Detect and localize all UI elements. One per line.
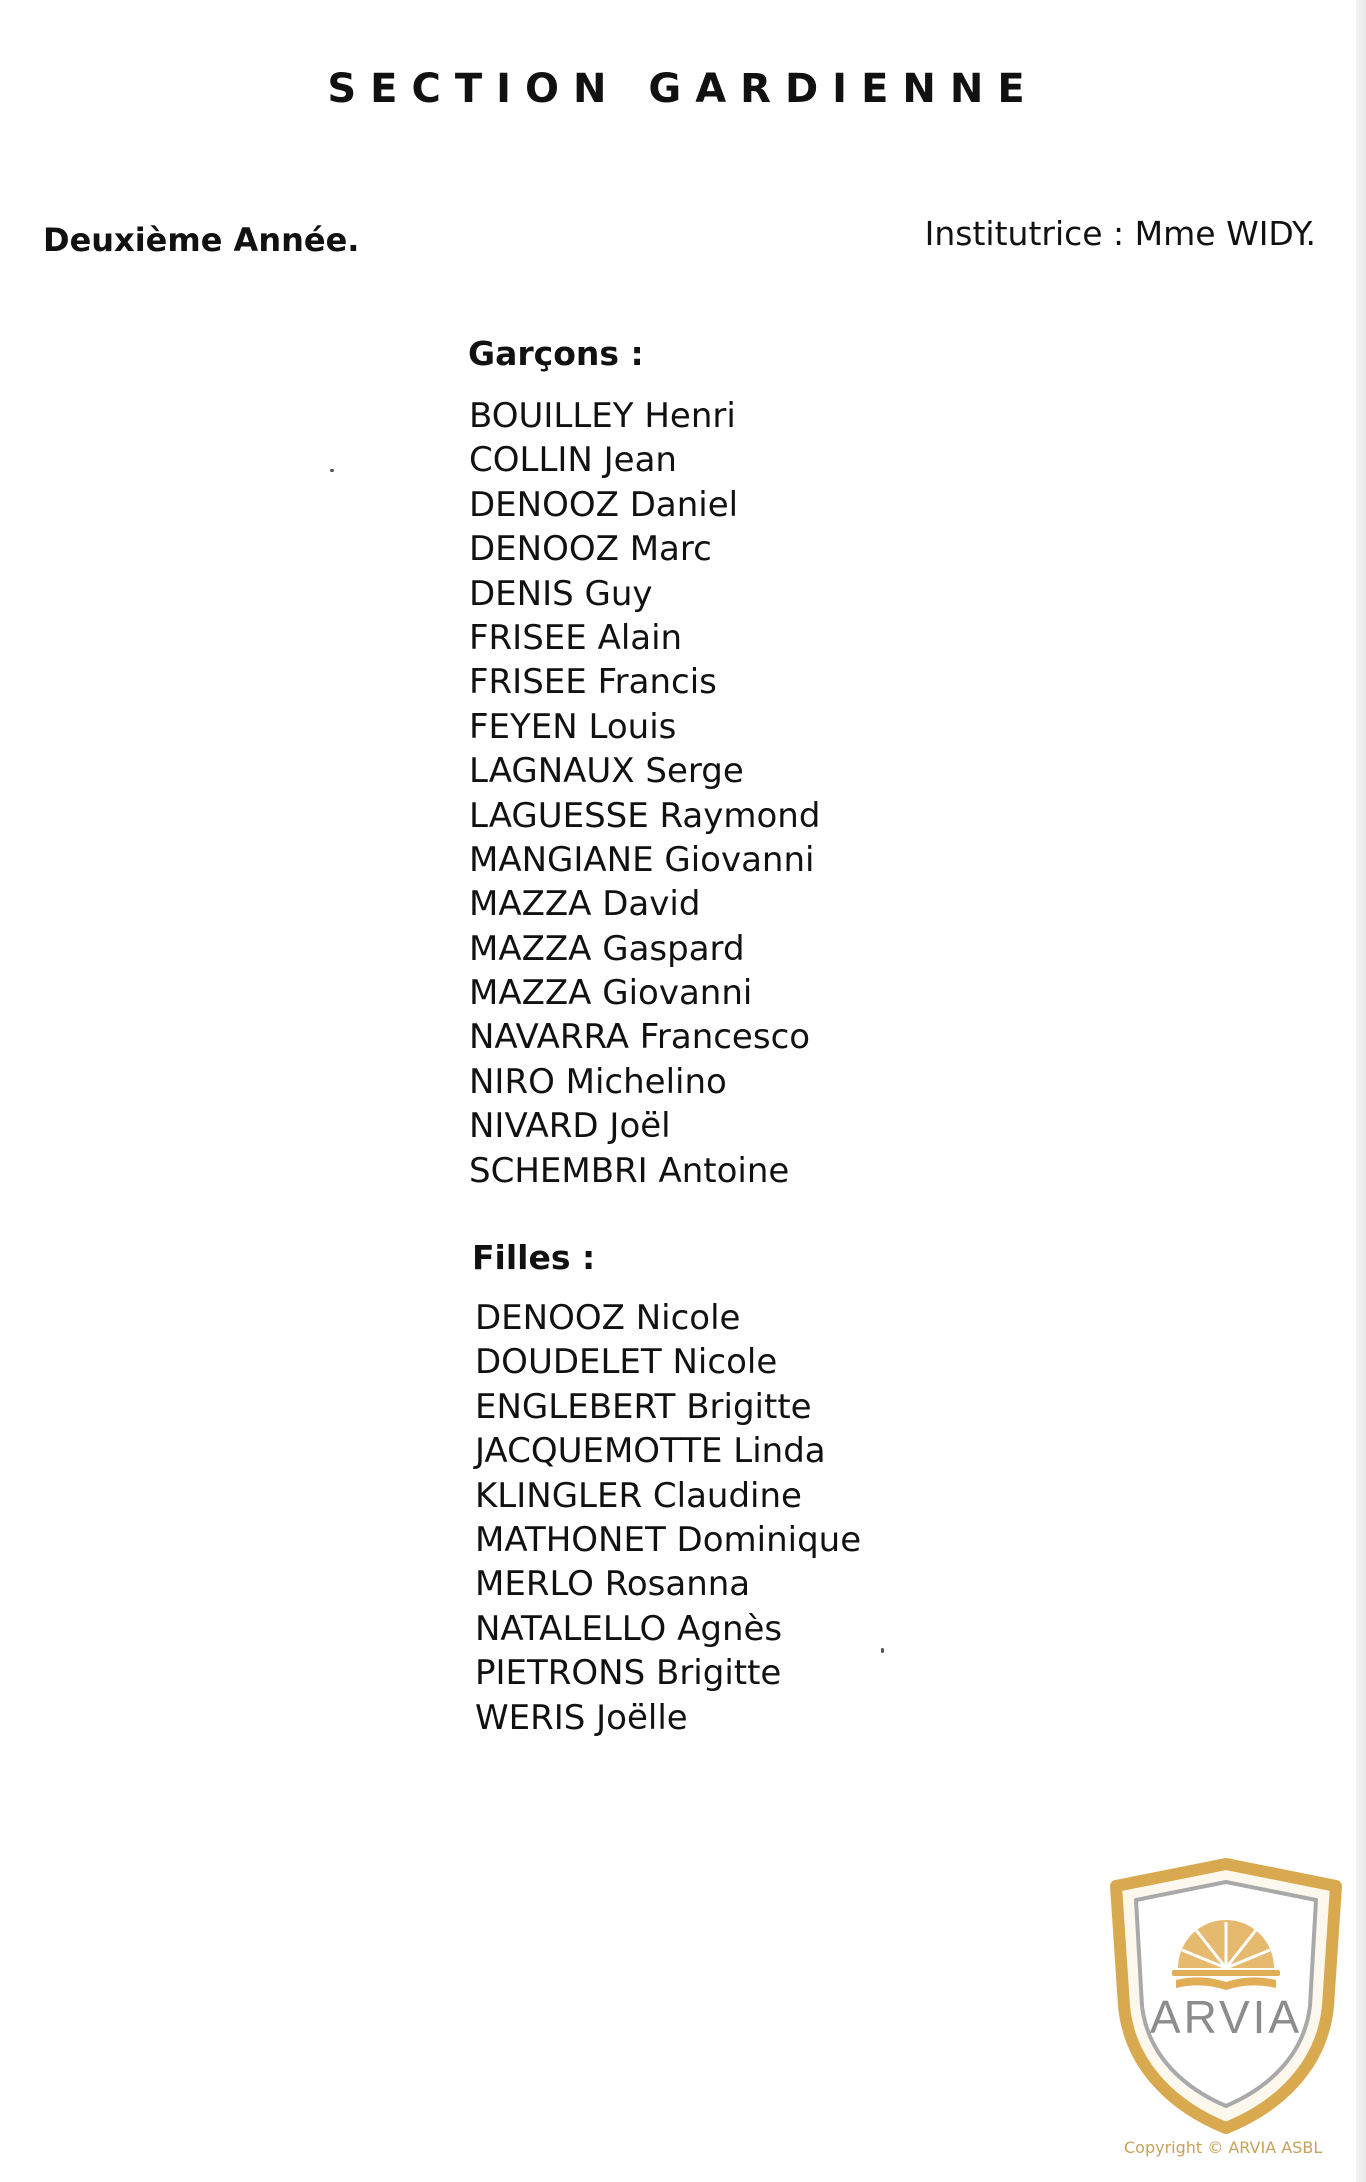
list-item: COLLIN Jean xyxy=(469,440,677,481)
list-item: BOUILLEY Henri xyxy=(469,396,736,436)
list-item: SCHEMBRI Antoine xyxy=(469,1150,790,1191)
boys-heading: Garçons : xyxy=(468,334,644,373)
list-item: DOUDELET Nicole xyxy=(475,1342,778,1383)
list-item: LAGNAUX Serge xyxy=(469,751,744,792)
list-item: FRISEE Francis xyxy=(469,662,717,703)
copyright-notice: Copyright © ARVIA ASBL xyxy=(1124,2138,1323,2157)
list-item: LAGUESSE Raymond xyxy=(469,795,821,836)
page-edge xyxy=(1356,0,1366,2182)
girls-list xyxy=(475,1296,861,1740)
list-item: MAZZA Gaspard xyxy=(469,928,745,969)
ink-speck xyxy=(330,469,334,472)
list-item: MERLO Rosanna xyxy=(475,1564,751,1605)
list-item: NIRO Michelino xyxy=(469,1061,727,1102)
list-item: DENIS Guy xyxy=(469,573,653,614)
list-item: JACQUEMOTTE Linda xyxy=(475,1431,826,1472)
list-item: NIVARD Joël xyxy=(469,1106,671,1147)
page-title: SECTION GARDIENNE xyxy=(327,66,1039,112)
list-item: NATALELLO Agnès xyxy=(475,1608,783,1649)
girls-heading: Filles : xyxy=(472,1238,596,1277)
logo-text: ARVIA xyxy=(1149,1991,1303,2043)
list-item: FRISEE Alain xyxy=(469,617,683,658)
list-item: MAZZA Giovanni xyxy=(469,973,753,1014)
year-label: Deuxième Année. xyxy=(43,221,360,259)
list-item: MAZZA David xyxy=(469,884,701,925)
list-item: DENOOZ Nicole xyxy=(475,1298,741,1338)
list-item: KLINGLER Claudine xyxy=(475,1475,802,1516)
list-item: FEYEN Louis xyxy=(469,706,677,747)
ink-speck xyxy=(881,1648,884,1653)
teacher-line: Institutrice : Mme WIDY. xyxy=(924,214,1316,253)
list-item: MATHONET Dominique xyxy=(475,1519,862,1560)
list-item: DENOOZ Marc xyxy=(469,529,712,570)
list-item: WERIS Joëlle xyxy=(475,1697,688,1738)
list-item: ENGLEBERT Brigitte xyxy=(475,1386,812,1427)
boys-list xyxy=(469,394,820,1193)
list-item: NAVARRA Francesco xyxy=(469,1017,811,1058)
list-item: MANGIANE Giovanni xyxy=(469,839,815,880)
list-item: PIETRONS Brigitte xyxy=(475,1653,782,1694)
list-item: DENOOZ Daniel xyxy=(469,484,739,525)
